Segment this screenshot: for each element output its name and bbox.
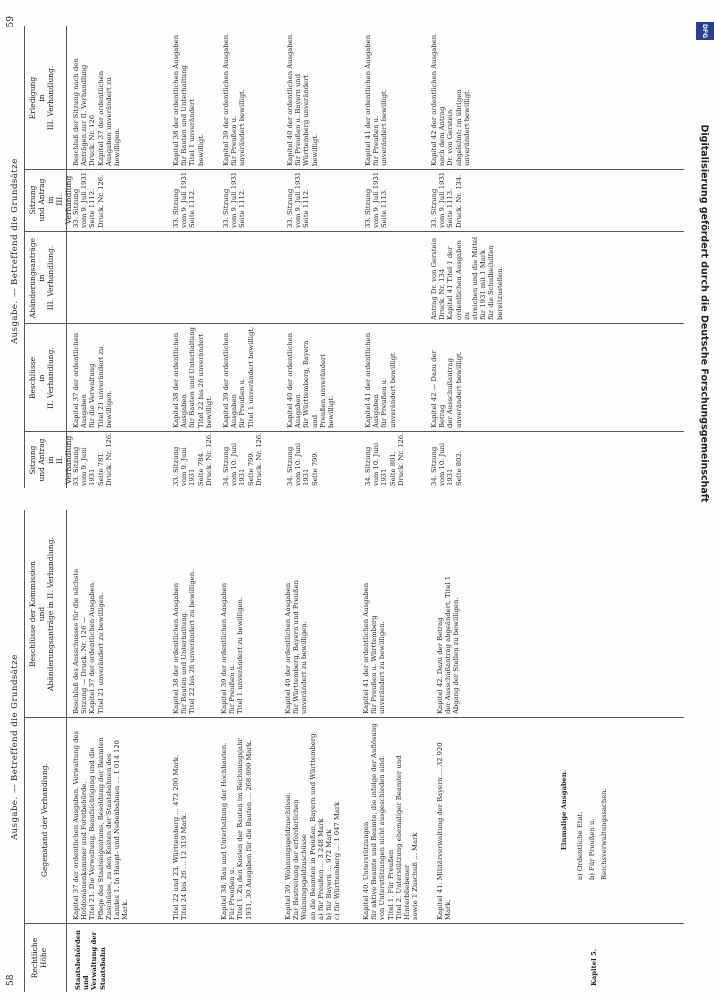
- sitzung-cell: 34. Sitzung vom 10. Juni 1931 Seite 799. Druck. Nr. 126.: [222, 432, 263, 486]
- antrag-cell: [172, 234, 216, 320]
- right-col3-header: Abänderungsanträge in III. Verhandlung.: [28, 237, 55, 319]
- sitzung3-cell: 33. Sitzung vom 9. Juli 1931 Seite 1113.: [364, 171, 389, 228]
- page-number-right: 59: [6, 16, 16, 28]
- col-divider: [24, 923, 684, 924]
- erledigung-cell: Kapitel 38 der ordentlichen Ausgaben für Bauten und Unterhaltung Titel 1 unverändert bewilligt.: [172, 34, 205, 166]
- sitzung3-cell: 33. Sitzung vom 9. Juli 1931 Seite 1113. Druck. Nr. 134.: [430, 171, 463, 228]
- sitzung3-cell: 33. Sitzung vom 9. Juli 1931 Seite 1112.: [222, 171, 247, 228]
- table-row-note: Kapitel 39 der ordentlichen Ausgaben für Preußen u. Titel 1 unverändert zu bewilligen.: [220, 582, 245, 714]
- table-row: Titel 22 und 23. Württemberg … 472 200 Mark. Titel 24 bis 26 … 12 319 Mark.: [172, 754, 189, 920]
- table-row-note: Kapitel 40 der ordentlichen Ausgaben für Württemberg, Bayern und Preußen unverändert zu bewilligen.: [284, 580, 309, 714]
- table-row: Kapitel 37 der ordentlichen Ausgaben. Verwaltung des Hofdomänenkammer und Forstbehörde. Titel 21. Die Verwaltung, Beaufsichtigung und die Pflege des Staatseigentums, Besoldung der Beamten Zuschüsse, zu den Kosten der Staatsbahnen des Landes 1. In Haupt- und Nebenbahnen … 1 014 120 Mark.: [72, 731, 130, 920]
- col-divider: [24, 231, 684, 232]
- beschluss-cell: Kapitel 39 der ordentlichen Ausgaben für Preußen u. Titel 1 unverändert bewilligt.: [222, 326, 255, 428]
- dfg-banner: [694, 18, 714, 558]
- header-rule-top: [24, 510, 25, 992]
- right-col4-header: Sitzung und Antrag in III. Verhandlung: [28, 175, 73, 225]
- left-header-title: Ausgabe. — Betreffend die Grundsätze: [10, 654, 20, 840]
- col-divider: [24, 323, 684, 324]
- header-rule-bottom: [66, 26, 67, 488]
- sitzung-cell: 34. Sitzung vom 10. Juni 1931 Seite 799.: [286, 442, 319, 486]
- beschluss-cell: Kapitel 42 — Dazu der Betrag der Ausschußantrag unverändert bewilligt.: [430, 350, 463, 428]
- header-rule-top: [24, 26, 25, 488]
- table-row-note: Beschluß des Ausschusses für die nächste Sitzung — Druck. Nr. 126 — Kapitel 37 der ordentlichen Ausgaben. Titel 21 unverändert zu bewilligen.: [72, 568, 105, 714]
- col-divider: [24, 717, 684, 718]
- sitzung-cell: 33. Sitzung vom 9. Juni 1931 Seite 784. Druck. Nr. 126.: [172, 432, 213, 486]
- left-col1-header: Rechtliche Höhe: [30, 937, 48, 979]
- page-number-left: 58: [6, 974, 16, 986]
- sitzung3-cell: 33. Sitzung vom 9. Juli 1931 Seite 1112.: [286, 171, 311, 228]
- sitzung3-cell: 33. Sitzung vom 9. Juli 1931 Seite 1112. Druck. Nr. 126.: [72, 171, 105, 228]
- erledigung-cell: Kapitel 39 der ordentlichen Ausgaben für Preußen u. unverändert bewilligt.: [222, 34, 247, 166]
- beschluss-cell: Kapitel 38 der ordentlichen Ausgaben für Bauten und Unterhaltung Titel 22 bis 26 unverändert bewilligt.: [172, 327, 213, 428]
- table-row: Kapitel 40. Unterstützungen für aktive Beamte und Beamte, die infolge der Auflösung von Unterstützungen nicht ausgeschieden sind. Titel 1. Für Preußen Titel 2. Unterstützung ehemaliger Beamter und Hinterbliebener sowie 1 Zuschuß … Mark: [362, 723, 420, 920]
- summary-line: a) Ordentliche Etat.: [576, 811, 584, 880]
- dfg-logo: DFG: [696, 22, 714, 40]
- dfg-banner-text: Digitalisierung gefördert durch die Deutsche Forschungsgemeinschaft: [698, 124, 710, 503]
- table-row-note: Kapitel 38 der ordentlichen Ausgaben für Bauten und Unterhaltung. Titel 22 bis 26 unverändert zu bewilligen.: [172, 569, 197, 714]
- left-col3-header: Beschlüsse der Kommission und Abänderungsanträge in II. Verhandlung.: [28, 537, 55, 691]
- beschluss-cell: Kapitel 37 der ordentlichen Ausgaben für die Verwaltung Titel 21 unverändert zu bewilligen.: [72, 332, 113, 428]
- left-page: [0, 504, 714, 1000]
- right-page: [0, 0, 714, 494]
- antrag-cell: [222, 234, 278, 320]
- sitzung-cell: 33. Sitzung vom 9. Juni 1931 Seite 781. Druck. Nr. 126.: [72, 432, 113, 486]
- erledigung-cell: Beschluß der Sitzung nach den Anträgen zur II. Verhandlung Druck. Nr. 126 Kapitel 37 der ordentlichen Ausgaben unverändert zu bewilligen.: [72, 58, 122, 166]
- erledigung-cell: Kapitel 40 der ordentlichen Ausgaben für Preußen u. Bayern und Württemberg unverändert bewilligt.: [286, 34, 319, 166]
- section-label: Staatsbehörden und Verwaltung der Staatsbahn: [74, 930, 107, 990]
- sitzung3-cell: 33. Sitzung vom 9. Juli 1931 Seite 1112.: [172, 171, 197, 228]
- summary-line: b) Für Preußen u.: [588, 818, 596, 880]
- table-row-note: Kapitel 42. Dazu der Betrag der Ausschußantrag abgeändert, Titel 1 Abgang der Stellen zu bewilligen.: [436, 575, 461, 714]
- summary-title: Einmalige Ausgaben.: [560, 769, 568, 851]
- antrag-cell: [72, 234, 162, 320]
- header-rule-bottom: [66, 510, 67, 992]
- table-row: Kapitel 41. Militärverwaltung der Bayern … 32 920 Mark.: [436, 742, 453, 920]
- beschluss-cell: Kapitel 40 der ordentlichen Ausgaben für Württemberg, Bayern und Preußen unverändert bewilligt.: [286, 332, 336, 428]
- right-col5-header: Erledigung in III. Verhandlung.: [28, 65, 55, 131]
- right-col2-header: Beschlüsse in II. Verhandlung.: [28, 347, 55, 409]
- antrag-cell: Antrag Dr. von Gerstein Druck. Nr. 134 Kapitel 41 Titel 1 der ordentlichen Ausgaben zu streichen und die Mittel für 1931 mit 1 Mark für die Schulbeihilfen bereitzustellen.: [430, 236, 504, 320]
- table-row-note: Kapitel 41 der ordentlichen Ausgaben für Preußen u. Württemberg unverändert zu bewilligen.: [362, 582, 387, 714]
- summary-line: Reichsverwaltungssachen.: [600, 788, 608, 880]
- summary-label: Kapitel 5.: [590, 948, 598, 986]
- right-col1-header: Sitzung und Antrag in II. Verhandlung: [28, 435, 73, 485]
- beschluss-cell: Kapitel 41 der ordentlichen Ausgaben für Preußen u. unverändert bewilligt.: [364, 332, 397, 428]
- sitzung-cell: 34. Sitzung vom 10. Juni 1931 Seite 801. Druck. Nr. 126.: [364, 432, 405, 486]
- table-row: Kapitel 39. Wohnungsgeldzuschüsse. Zur Bestreitung der erforderlichen Wohnungsgeldzuschüsse an die Beamten in Preußen, Bayern und Württemberg. a) für Preußen … 3 248 Mark b) für Bayern … 972 Mark c) für Württemberg … 1 047 Mark: [284, 731, 342, 920]
- antrag-cell: [364, 234, 422, 320]
- table-row: Kapitel 38. Bau und Unterhaltung der Hochbauten. Für Preußen u. Titel 1. Zu den Kosten der Bauten im Rechnungsjahr 1931, 30 Ausgaben für die Bauten … 268 000 Mark.: [220, 738, 253, 920]
- sitzung-cell: 34. Sitzung vom 10. Juni 1931 Seite 802.: [430, 442, 463, 486]
- erledigung-cell: Kapitel 42 der ordentlichen Ausgaben nach dem Antrag Dr. von Gerstein abgelehnt; im übrigen unverändert bewilligt.: [430, 34, 471, 166]
- antrag-cell: [286, 234, 354, 320]
- erledigung-cell: Kapitel 41 der ordentlichen Ausgaben für Preußen u. unverändert bewilligt.: [364, 34, 389, 166]
- right-header-title: Ausgabe. — Betreffend die Grundsätze: [10, 158, 20, 344]
- left-col2-header: Gegenstand der Verhandlung.: [40, 763, 49, 877]
